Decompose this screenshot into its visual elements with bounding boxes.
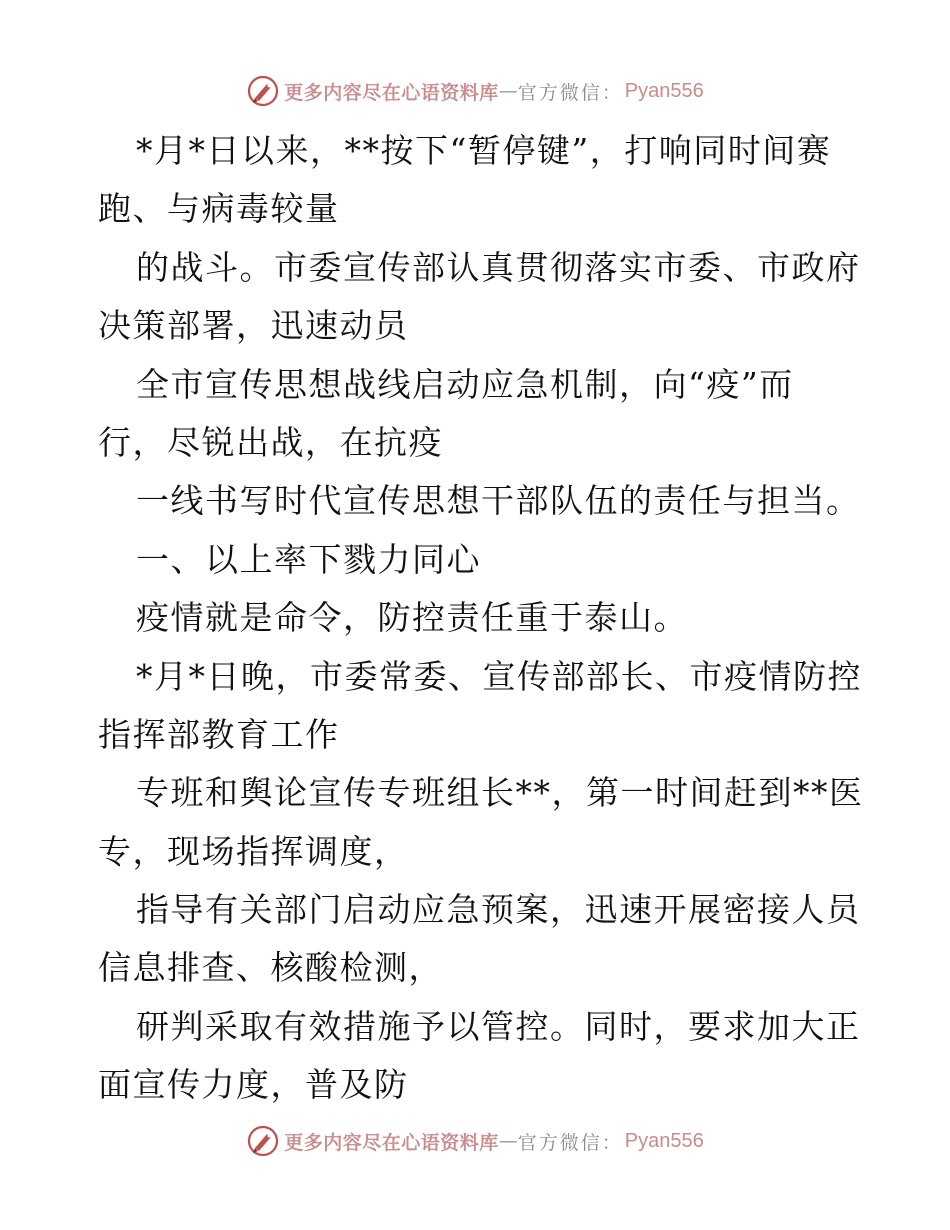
- watermark-brand: 更多内容尽在心语资料库: [284, 1131, 499, 1154]
- text-line: 一、以上率下戮力同心: [136, 539, 481, 579]
- text-line: 信息排查、核酸检测，: [98, 948, 443, 988]
- watermark-dash: —: [498, 80, 518, 102]
- footer-watermark: [0, 1121, 950, 1161]
- text-line: 决策部署，迅速动员: [98, 306, 409, 346]
- pen-logo-icon: [246, 74, 280, 108]
- text-line: 研判采取有效措施予以管控。同时，要求加大正: [136, 1006, 861, 1046]
- text-line: 指导有关部门启动应急预案，迅速开展密接人员: [136, 890, 861, 930]
- text-line: 面宣传力度，普及防: [98, 1065, 409, 1105]
- text-line: 指挥部教育工作: [98, 714, 340, 754]
- text-line: 跑、与病毒较量: [98, 189, 340, 229]
- document-body: [98, 122, 864, 1115]
- text-line: 的战斗。市委宣传部认真贯彻落实市委、市政府: [136, 247, 861, 287]
- watermark-official-label: 官方微信：: [517, 1131, 623, 1154]
- watermark-brand: 更多内容尽在心语资料库: [284, 81, 499, 104]
- header-watermark: [0, 71, 950, 111]
- text-line: 疫情就是命令，防控责任重于泰山。: [136, 598, 688, 638]
- watermark-official-label: 官方微信：: [517, 81, 623, 104]
- text-line: 专班和舆论宣传专班组长**，第一时间赶到**医: [136, 773, 864, 813]
- text-line: 全市宣传思想战线启动应急机制，向“疫”而: [136, 364, 794, 404]
- watermark-wechat-id: Pyan556: [624, 79, 704, 102]
- text-line: *月*日以来，**按下“暂停键”，打响同时间赛: [136, 131, 832, 170]
- pen-logo-icon: [246, 1124, 280, 1158]
- text-line: 行，尽锐出战，在抗疫: [98, 422, 443, 462]
- watermark-wechat-id: Pyan556: [624, 1129, 704, 1152]
- text-line: 一线书写时代宣传思想干部队伍的责任与担当。: [136, 481, 861, 521]
- text-line: 专，现场指挥调度，: [98, 831, 409, 871]
- text-line: *月*日晚，市委常委、宣传部部长、市疫情防控: [136, 656, 862, 696]
- watermark-dash: —: [498, 1130, 518, 1152]
